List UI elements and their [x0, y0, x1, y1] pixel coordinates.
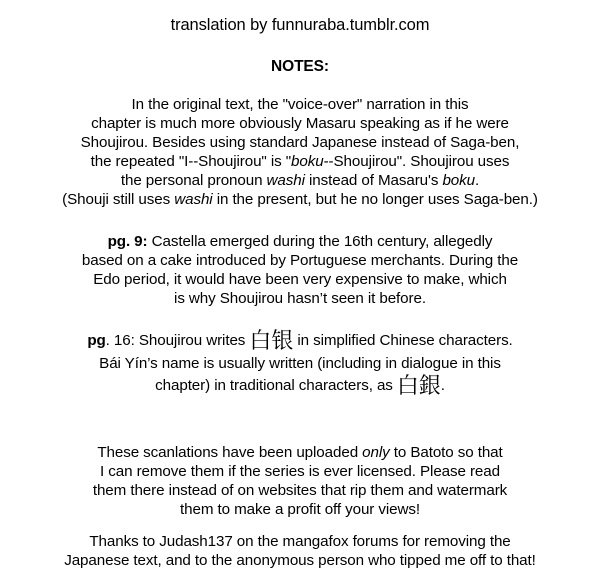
note-voiceover-line-3: Shoujirou. Besides using standard Japanese instead of Saga-ben,: [80, 134, 520, 151]
note-pg9-line-4: is why Shoujirou hasn’t seen it before.: [174, 290, 426, 307]
note-voiceover: [0, 95, 600, 209]
note-voiceover-line-1: In the original text, the "voice-over" narration in this: [131, 96, 469, 113]
note-voiceover-line-6: [0, 190, 600, 209]
note-thanks-line-2: Japanese text, and to the anonymous person who tipped me off to that!: [64, 552, 536, 569]
italic-term: boku: [442, 172, 475, 189]
text-segment: These scanlations have been uploaded: [97, 444, 363, 461]
italic-term: washi: [174, 191, 213, 208]
note-voiceover-line-5: [0, 171, 600, 190]
traditional-characters: 白銀: [396, 374, 441, 399]
page-reference-label: pg: [87, 332, 106, 349]
text-segment: in simplified Chinese characters.: [293, 332, 513, 349]
notes-title: NOTES:: [271, 58, 329, 75]
translation-credit: [0, 14, 600, 36]
note-pg9: [0, 232, 600, 308]
text-segment: (Shouji still uses: [62, 191, 175, 208]
italic-term: boku: [291, 153, 324, 170]
text-segment: to Batoto so that: [389, 444, 503, 461]
note-thanks-line-1: Thanks to Judash137 on the mangafox forums for removing the: [89, 533, 511, 550]
text-segment: the repeated "I--Shoujirou" is ": [90, 153, 292, 170]
text-segment: chapter) in traditional characters, as: [155, 377, 397, 394]
note-pg16: [0, 328, 600, 399]
note-uploads-line-1: [0, 443, 600, 462]
note-uploads-line-2: I can remove them if the series is ever licensed. Please read: [100, 463, 500, 480]
text-segment: .: [475, 172, 480, 189]
text-segment: instead of Masaru's: [304, 172, 443, 189]
text-segment: the personal pronoun: [120, 172, 267, 189]
credit-text: translation by funnuraba.tumblr.com: [170, 16, 430, 34]
note-uploads-line-3: them there instead of on websites that rip them and watermark: [92, 482, 508, 499]
italic-term: washi: [266, 172, 305, 189]
note-voiceover-line-2: chapter is much more obviously Masaru speaking as if he were: [91, 115, 509, 132]
text-segment: : Shoujirou writes: [130, 332, 250, 349]
note-pg16-line-3: [0, 373, 600, 399]
simplified-characters: 白银: [249, 329, 294, 354]
text-segment: . 16: [105, 332, 131, 349]
text-segment: in the present, but he no longer uses Saga-ben.): [212, 191, 538, 208]
notes-heading: [0, 57, 600, 77]
text-segment: .: [440, 377, 445, 394]
note-pg9-line-3: Edo period, it would have been very expensive to make, which: [93, 271, 507, 288]
note-pg9-line-1: [0, 232, 600, 251]
page-reference-label: pg. 9:: [107, 233, 148, 250]
note-pg16-line-1: [0, 328, 600, 354]
note-pg16-line-2: Bái Yín’s name is usually written (including in dialogue in this: [99, 355, 501, 372]
note-pg9-line-2: based on a cake introduced by Portuguese merchants. During the: [81, 252, 519, 269]
italic-term: only: [362, 444, 390, 461]
text-segment: --Shoujirou". Shoujirou uses: [323, 153, 510, 170]
note-voiceover-line-4: [0, 152, 600, 171]
text-segment: Castella emerged during the 16th century, allegedly: [147, 233, 493, 250]
note-thanks: [0, 532, 600, 570]
note-uploads: [0, 443, 600, 519]
note-uploads-line-4: them to make a profit off your views!: [180, 501, 420, 518]
